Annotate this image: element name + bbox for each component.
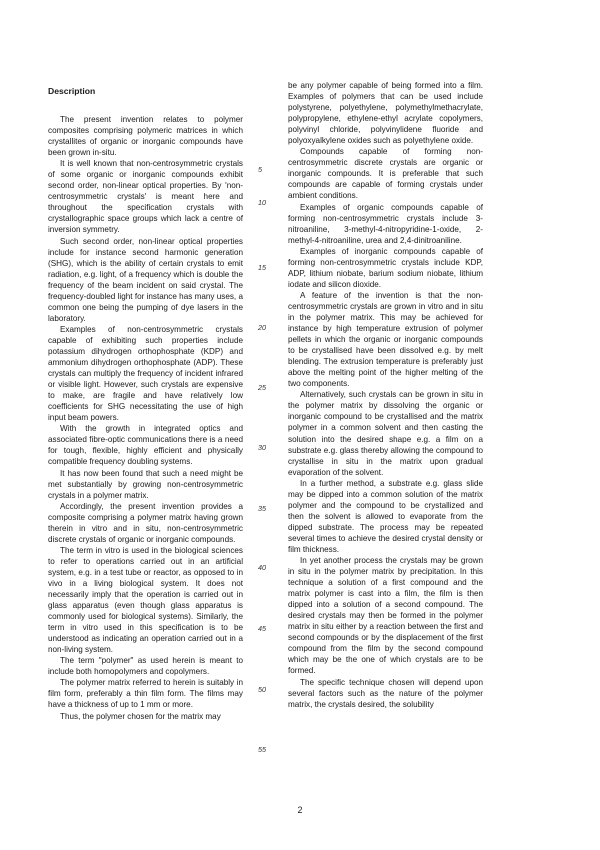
paragraph: With the growth in integrated optics and associated fibre-optic communications there is a need for tough, flexible, highly efficient and physically compatible frequency doubling systems. <box>48 424 243 467</box>
paragraph: Examples of inorganic compounds capable of forming non-centrosymmetric crystals include KDP, ADP, lithium niobate, barium sodium niobate, lithium iodate and silicon dioxide. <box>288 246 483 289</box>
line-number: 5 <box>258 165 262 174</box>
right-column <box>288 80 483 710</box>
line-number: 30 <box>258 443 266 452</box>
line-number: 20 <box>258 323 266 332</box>
line-number: 50 <box>258 685 266 694</box>
paragraph: In a further method, a substrate e.g. glass slide may be dipped into a common solution of the matrix polymer and the compound to be crystallized and then the solvent is allowed to evaporate from the dipped substrate. The process may be repeated several times to achieve the desired crystal density or film thickness. <box>288 478 483 554</box>
paragraph: Alternatively, such crystals can be grown in situ in the polymer matrix by dissolving the organic or inorganic compound to be crystallised and the matrix polymer in a common solvent and then casting the solution into the desired shape e.g. a film on a substrate e.g. glass thereby allowing the compound to crystallise in situ in the matrix upon gradual evaporation of the solvent. <box>288 390 483 477</box>
paragraph: It has now been found that such a need might be met substantially by growing non-centrosymmetric crystals in a polymer matrix. <box>48 468 243 500</box>
line-number: 55 <box>258 745 266 754</box>
paragraph: be any polymer capable of being formed into a film. Examples of polymers that can be used include polystyrene, polyethylene, polymethylmethacrylate, polypropylene, ethylene-ethyl acrylate copolymers, polyvinyl chloride, polyvinylidene fluoride and polyoxyalkylene oxides such as polyethylene oxide. <box>288 81 483 146</box>
line-number: 45 <box>258 624 266 633</box>
section-heading: Description <box>48 86 96 96</box>
paragraph: The present invention relates to polymer composites comprising polymeric matrices in which crystallites of organic or inorganic compounds have been grown in-situ. <box>48 115 243 158</box>
line-number: 15 <box>258 263 266 272</box>
paragraph: Examples of non-centrosymmetric crystals capable of exhibiting such properties include potassium dihydrogen orthophosphate (KDP) and ammonium dihydrogen orthophosphate (ADP). These crystals can multiply the frequency of incident infrared or visible light. However, such crystals are expensive to make, are fragile and have relatively low coefficients for SHG necessitating the use of high input beam powers. <box>48 324 243 423</box>
paragraph: Accordingly, the present invention provides a composite comprising a polymer matrix having grown therein in vitro and in situ, non-centrosymmetric discrete crystals of organic or inorganic compounds. <box>48 501 243 544</box>
line-number: 10 <box>258 198 266 207</box>
paragraph: The specific technique chosen will depend upon several factors such as the nature of the polymer matrix, the crystals desired, the solubility <box>288 677 483 709</box>
paragraph: The term "polymer" as used herein is meant to include both homopolymers and copolymers. <box>48 656 243 677</box>
line-number: 25 <box>258 383 266 392</box>
left-column <box>48 80 243 722</box>
paragraph: Examples of organic compounds capable of forming non-centrosymmetric crystals include 3-nitroaniline, 3-methyl-4-nitropyridine-1-oxide, 2-methyl-4-nitroaniline, urea and 2,4-dinitroaniline. <box>288 202 483 245</box>
line-number: 40 <box>258 563 266 572</box>
line-number: 35 <box>258 504 266 513</box>
paragraph: In yet another process the crystals may be grown in situ in the polymer matrix by precipitation. In this technique a solution of a first compound and the matrix polymer is cast into a film, the film is then dipped into a solution of a second compound. The desired crystals may then be formed in the polymer matrix in situ either by a reaction between the first and second compounds or by the displacement of the first compound from the film by the second compound which may be the one of which crystals are to be formed. <box>288 556 483 676</box>
paragraph: Such second order, non-linear optical properties include for instance second harmonic generation (SHG), which is the ability of certain crystals to emit radiation, e.g. light, of a frequency which is double the frequency of the beam incident on said crystal. The frequency-doubled light for instance has many uses, a common one being the pumping of dye lasers in the laboratory. <box>48 236 243 323</box>
paragraph: Thus, the polymer chosen for the matrix may <box>60 711 221 721</box>
paragraph: A feature of the invention is that the non-centrosymmetric crystals are grown in vitro and in situ in the polymer matrix. This may be achieved for instance by high temperature extrusion of polymer pellets in which the organic or inorganic compounds to be crystallised have been dissolved e.g. by melt blending. The extrusion temperature is preferably just above the melting point of the higher melting of the two components. <box>288 290 483 389</box>
paragraph: It is well known that non-centrosymmetric crystals of some organic or inorganic compounds exhibit second order, non-linear optical properties. By 'non-centrosymmetric crystals' is meant here and throughout the specification crystals with crystallographic space groups which lack a centre of inversion symmetry. <box>48 159 243 235</box>
page-number: 2 <box>297 805 303 815</box>
paragraph: The term in vitro is used in the biological sciences to refer to operations carried out in an artificial system, e.g. in a test tube or reactor, as opposed to in vivo in a living biological system. It does not necessarily imply that the operation is carried out in glass apparatus (even though glass apparatus is commonly used for biological systems). Similarly, the term in vitro used in this specification is to be understood as indicating an operation carried out in a non-living system. <box>48 545 243 655</box>
paragraph: The polymer matrix referred to herein is suitably in film form, preferably a thin film form. The films may have a thickness of up to 1 mm or more. <box>48 678 243 710</box>
paragraph: Compounds capable of forming non-centrosymmetric discrete crystals are organic or inorganic compounds. It is preferable that such compounds are capable of forming crystals under ambient conditions. <box>288 147 483 201</box>
